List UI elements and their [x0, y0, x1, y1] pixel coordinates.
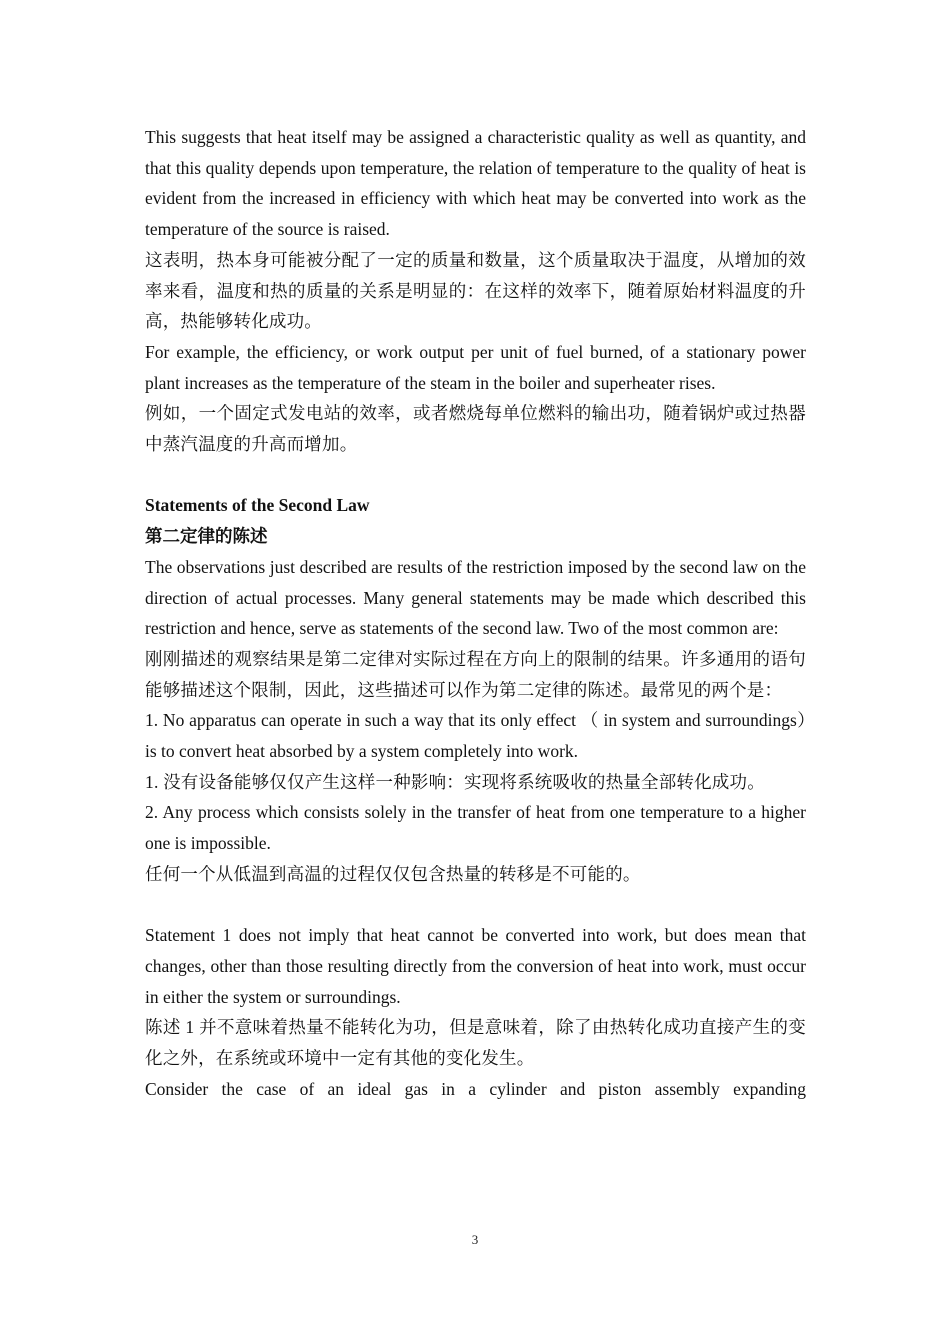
blank-line — [145, 890, 806, 921]
paragraph-en: Consider the case of an ideal gas in a cylinder and piston assembly expanding — [145, 1078, 806, 1099]
paragraph-zh: 例如，一个固定式发电站的效率，或者燃烧每单位燃料的输出功，随着锅炉或过热器中蒸汽温度的升高而增加。 — [145, 403, 806, 455]
list-item-zh: 任何一个从低温到高温的过程仅仅包含热量的转移是不可能的。 — [145, 863, 641, 884]
paragraph-en: This suggests that heat itself may be assigned a characteristic quality as well as quantity, and that this quality depends upon temperature, the relation of temperature to the quality of heat is evident from the increased in efficiency with which heat may be converted into work as the temperature of the source is raised. — [145, 127, 806, 240]
page-number: 3 — [471, 1232, 479, 1247]
paragraph-zh: 这表明，热本身可能被分配了一定的质量和数量，这个质量取决于温度，从增加的效率来看，温度和热的质量的关系是明显的：在这样的效率下，随着原始材料温度的升高，热能够转化成功。 — [145, 249, 806, 332]
list-item-en: 1. No apparatus can operate in such a way that its only effect （ in system and surroundings）is to convert heat absorbed by a system completely into work. — [145, 710, 806, 762]
list-item-en: 2. Any process which consists solely in the transfer of heat from one temperature to a higher one is impossible. — [145, 802, 806, 854]
paragraph-en: Statement 1 does not imply that heat cannot be converted into work, but does mean that changes, other than those resulting directly from the conversion of heat into work, must occur in either the system or surroundings. — [145, 925, 806, 1007]
paragraph-zh: 刚刚描述的观察结果是第二定律对实际过程在方向上的限制的结果。许多通用的语句能够描述这个限制，因此，这些描述可以作为第二定律的陈述。最常见的两个是： — [145, 648, 806, 700]
paragraph-en: The observations just described are results of the restriction imposed by the second law on the direction of actual processes. Many general statements may be made which described this restriction and hence, serve as statements of the second law. Two of the most common are: — [145, 556, 806, 639]
section-heading-zh: 第二定律的陈述 — [145, 526, 268, 547]
paragraph-en: For example, the efficiency, or work output per unit of fuel burned, of a stationary power plant increases as the temperature of the steam in the boiler and superheater rises. — [145, 341, 806, 393]
list-item-zh: 1. 没有设备能够仅仅产生这样一种影响：实现将系统吸收的热量全部转化成功。 — [145, 771, 765, 792]
paragraph-zh: 陈述 1 并不意味着热量不能转化为功，但是意味着，除了由热转化成功直接产生的变化之外，在系统或环境中一定有其他的变化发生。 — [145, 1017, 806, 1069]
blank-line — [145, 460, 806, 491]
section-heading-en: Statements of the Second Law — [145, 495, 370, 516]
page-body — [145, 122, 806, 1104]
